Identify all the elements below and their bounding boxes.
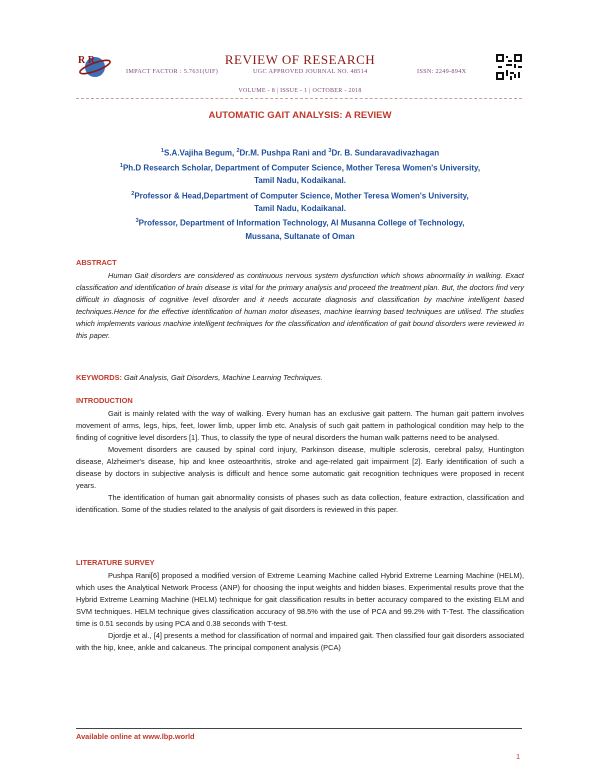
ugc-approval: UGC APPROVED JOURNAL NO. 48514	[253, 68, 368, 75]
literature-paragraph: Djordje et al., [4] presents a method for classification of normal and impaired gait. Then classified four gait disorders associated with the hip, knee, ankle and calcaneus. The principal component analysis (PCA)	[76, 631, 524, 652]
introduction-paragraph: Gait is mainly related with the way of walking. Every human has an exclusive gait pattern. The human gait pattern involves movement of arms, legs, hips, feet, lower limb, upper limb etc. Analysis of such gait pattern in pathological condition may help to the finding of cognitive level disorders [1]. Thus, to classify the type of neural disorders the human walk patterns need to be analysed.	[76, 409, 524, 442]
affiliation-1: $^1$Ph.D Research Scholar, Department of Computer Science, Mother Teresa Women's University,	[119, 163, 481, 173]
affiliation-2-location: Tamil Nadu, Kodaikanal.	[254, 203, 346, 213]
logo-text: R R	[78, 55, 95, 66]
introduction-body	[76, 408, 524, 516]
header-divider	[76, 98, 522, 99]
issn: ISSN: 2249-894X	[417, 68, 467, 75]
available-online-link[interactable]: Available online at www.lbp.world	[76, 732, 195, 741]
paper-title: AUTOMATIC GAIT ANALYSIS: A REVIEW	[208, 110, 392, 121]
literature-survey-body	[76, 570, 524, 654]
abstract-body	[76, 270, 524, 342]
keywords-line	[76, 372, 524, 384]
volume-issue: VOLUME - 8 | ISSUE - 1 | OCTOBER - 2018	[238, 88, 362, 94]
literature-survey-heading: LITERATURE SURVEY	[76, 558, 155, 567]
page-number: 1	[516, 752, 521, 761]
literature-paragraph: Pushpa Rani[6] proposed a modified version of Extreme Learning Machine called Hybrid Extreme Learning Machine (HELM), which uses the Analytical Network Process (ANP) for choosing the input weights and hidden biases. Experimental results prove that the Hybrid Extreme Learning Machine (HELM) technique for gait classification results in better accuracy compared to the existing ELM and SVM techniques. HELM technique gives classification accuracy of 98.5% with the use of PCA and 99.2% with T-Test. The classification time is 0.51 seconds by using PCA and 0.38 seconds with T-test.	[76, 571, 524, 628]
abstract-heading: ABSTRACT	[76, 258, 117, 267]
footer-divider	[76, 728, 522, 729]
introduction-paragraph: Movement disorders are caused by spinal cord injury, Parkinson disease, multiple sclerosis, cerebral palsy, Huntington disease, Alzheimer's disease, hip and knee osteoarthritis, stroke and age-related gait impairment [2]. Early identification of such a disease by doctors in subjective analysis is difficult and hence some automatic gait recognition techniques were proposed in recent years.	[76, 445, 524, 490]
keywords-text: Gait Analysis, Gait Disorders, Machine Learning Techniques.	[122, 373, 323, 382]
qr-code-icon	[496, 54, 522, 80]
affiliation-3-location: Mussana, Sultanate of Oman	[245, 231, 355, 241]
journal-title: REVIEW OF RESEARCH	[224, 52, 376, 67]
impact-factor: IMPACT FACTOR : 5.7631(UIF)	[126, 68, 219, 75]
introduction-paragraph: The identification of human gait abnormality consists of phases such as data collection, feature extraction, classification and identification. Some of the studies related to the analysis of gait disorders is reviewed in this paper.	[76, 493, 524, 514]
affiliation-2: $^2$Professor & Head,Department of Computer Science, Mother Teresa Women's University,	[131, 190, 469, 201]
author-names: $^1$S.A.Vajiha Begum, $^2$Dr.M. Pushpa Rani and $^3$Dr. B. Sundaravadivazhagan	[160, 148, 440, 158]
affiliation-1-location: Tamil Nadu, Kodaikanal.	[254, 176, 346, 186]
author-block	[76, 145, 524, 243]
introduction-heading: INTRODUCTION	[76, 396, 133, 405]
abstract-text: Human Gait disorders are considered as continuous nervous system dysfunction which shows abnormality in walking. Exact classification and identification of brain disease is vital for the primary analysis and proceed the treatment plan. But, the doctors find very difficult in diagnosis of cognitive level disorder and it needs accurate diagnosis and classification by machine intelligent based techniques.Hence for the effective identification of human motor diseases, machine learning based techniques are utilised. The studies which implements various machine intelligent techniques for the classification and identification of gait bound disorders were reviewed in this paper.	[76, 271, 524, 340]
affiliation-3: $^3$Professor, Department of Information Technology, Al Musanna College of Technology,	[135, 218, 465, 229]
keywords-label: KEYWORDS:	[76, 373, 122, 382]
